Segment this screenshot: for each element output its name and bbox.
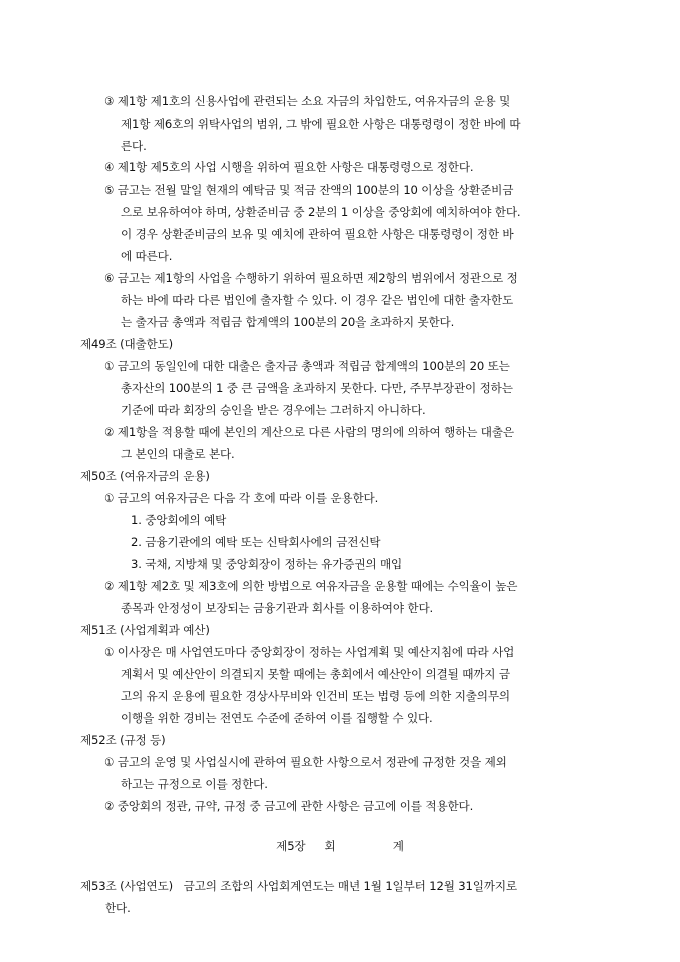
article-49-paragraph-1-line-2: 총자산의 100분의 1 중 큰 금액을 초과하지 못한다. 다만, 주무부장관이 정하는: [121, 381, 513, 395]
paragraph-4-line-1: ④ 제1항 제5호의 사업 시행을 위하여 필요한 사항은 대통령령으로 정한다.: [104, 160, 474, 174]
article-50-item-3: 3. 국채, 지방채 및 중앙회장이 정하는 유가증권의 매입: [131, 557, 403, 571]
paragraph-5-line-1: ⑤ 금고는 전월 말일 현재의 예탁금 및 적금 잔액의 100분의 10 이상을 상환준비금: [104, 183, 514, 197]
article-50-heading: 제50조 (여유자금의 운용): [80, 469, 210, 483]
paragraph-6-line-1: ⑥ 금고는 제1항의 사업을 수행하기 위하여 필요하면 제2항의 범위에서 정관으로 정: [104, 271, 518, 285]
chapter-5-heading: 제5장 회 계: [276, 839, 404, 853]
paragraph-3-line-2: 제1항 제6호의 위탁사업의 범위, 그 밖에 필요한 사항은 대통령령이 정한 바에 따: [121, 117, 521, 131]
article-52-paragraph-2: ② 중앙회의 정관, 규약, 규정 중 금고에 관한 사항은 금고에 이를 적용한다.: [104, 799, 474, 813]
article-49-paragraph-2-line-1: ② 제1항을 적용할 때에 본인의 계산으로 다른 사람의 명의에 의하여 행하는 대출은: [104, 425, 514, 439]
article-51-heading: 제51조 (사업계획과 예산): [80, 623, 210, 637]
article-49-heading: 제49조 (대출한도): [80, 337, 174, 351]
article-53-line-1: 제53조 (사업연도) 금고의 조합의 사업회계연도는 매년 1월 1일부터 12월 31일까지로: [80, 879, 517, 893]
article-49-paragraph-1-line-1: ① 금고의 동일인에 대한 대출은 출자금 총액과 적립금 합계액의 100분의 20 또는: [104, 359, 510, 373]
article-51-paragraph-1-line-3: 고의 유지 운용에 필요한 경상사무비와 인건비 또는 법령 등에 의한 지출의무의: [121, 689, 510, 703]
article-50-paragraph-2-line-2: 종목과 안정성이 보장되는 금융기관과 회사를 이용하여야 한다.: [121, 601, 434, 615]
paragraph-3-line-3: 른다.: [121, 139, 147, 153]
article-52-paragraph-1-line-2: 하고는 규정으로 이를 정한다.: [121, 777, 268, 791]
paragraph-6-line-3: 는 출자금 총액과 적립금 합계액의 100분의 20을 초과하지 못한다.: [121, 315, 455, 329]
article-52-paragraph-1-line-1: ① 금고의 운영 및 사업실시에 관하여 필요한 사항으로서 정관에 규정한 것을 제외: [104, 755, 507, 769]
paragraph-6-line-2: 하는 바에 따라 다른 법인에 출자할 수 있다. 이 경우 같은 법인에 대한 출자한도: [121, 293, 514, 307]
article-50-paragraph-2-line-1: ② 제1항 제2호 및 제3호에 의한 방법으로 여유자금을 운용할 때에는 수익율이 높은: [104, 579, 518, 593]
article-51-paragraph-1-line-4: 이행을 위한 경비는 전연도 수준에 준하여 이를 집행할 수 있다.: [121, 711, 433, 725]
paragraph-5-line-2: 으로 보유하여야 하며, 상환준비금 중 2분의 1 이상을 중앙회에 예치하여야 한다.: [121, 205, 521, 219]
article-50-item-1: 1. 중앙회에의 예탁: [131, 513, 227, 527]
article-53-line-2: 한다.: [105, 901, 131, 915]
article-49-paragraph-1-line-3: 기준에 따라 회장의 승인을 받은 경우에는 그러하지 아니하다.: [121, 403, 426, 417]
paragraph-5-line-4: 에 따른다.: [121, 249, 173, 263]
article-51-paragraph-1-line-2: 계획서 및 예산안이 의결되지 못할 때에는 총회에서 예산안이 의결될 때까지 금: [121, 667, 510, 681]
article-51-paragraph-1-line-1: ① 이사장은 매 사업연도마다 중앙회장이 정하는 사업계획 및 예산지침에 따라 사업: [104, 645, 515, 659]
article-49-paragraph-2-line-2: 그 본인의 대출로 본다.: [121, 447, 235, 461]
paragraph-5-line-3: 이 경우 상환준비금의 보유 및 예치에 관하여 필요한 사항은 대통령령이 정한 바: [121, 227, 514, 241]
article-50-paragraph-1: ① 금고의 여유자금은 다음 각 호에 따라 이를 운용한다.: [104, 491, 379, 505]
article-50-item-2: 2. 금융기관에의 예탁 또는 신탁회사에의 금전신탁: [131, 535, 381, 549]
article-52-heading: 제52조 (규정 등): [80, 733, 166, 747]
paragraph-3-line-1: ③ 제1항 제1호의 신용사업에 관련되는 소요 자금의 차입한도, 여유자금의 운용 및: [104, 94, 511, 108]
